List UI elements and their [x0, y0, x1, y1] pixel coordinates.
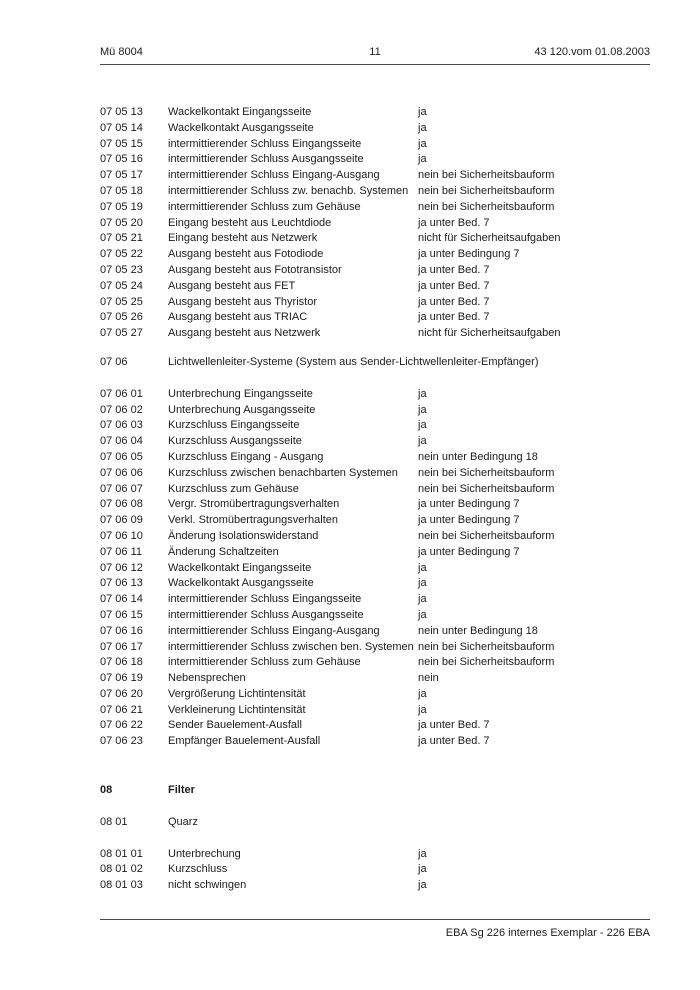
- row-label: Ausgang besteht aus Fotodiode: [168, 248, 324, 261]
- row-value: nein bei Sicherheitsbauform: [418, 529, 555, 542]
- row-value: ja: [418, 137, 427, 150]
- table-row: [100, 168, 650, 184]
- row-label: Änderung Isolationswiderstand: [168, 529, 319, 542]
- row-value: ja: [418, 863, 427, 876]
- row-label: intermittierender Schluss Ausgangsseite: [168, 153, 364, 166]
- row-code: 07 06 09: [100, 514, 143, 527]
- header-page-number: 11: [369, 46, 381, 58]
- table-row: [100, 718, 650, 734]
- row-label: Wackelkontakt Eingangsseite: [168, 561, 312, 574]
- row-value: ja unter Bed. 7: [418, 735, 490, 748]
- table-row: [100, 513, 650, 529]
- row-code: 07 06 11: [100, 545, 143, 558]
- row-value: nein: [418, 672, 439, 685]
- table-row: [100, 137, 650, 153]
- row-value: nicht für Sicherheitsaufgaben: [418, 327, 561, 340]
- row-code: 07 05 15: [100, 137, 143, 150]
- table-row: [100, 121, 650, 137]
- row-code: 07 06 01: [100, 387, 143, 400]
- row-value: ja unter Bed. 7: [418, 311, 490, 324]
- table-row: [100, 450, 650, 466]
- row-label: Lichtwellenleiter-Systeme (System aus Sender-Lichtwellenleiter-Empfänger): [168, 355, 539, 368]
- row-code: 07 06 10: [100, 529, 143, 542]
- row-code: 07 06 19: [100, 672, 143, 685]
- row-spacer: [100, 799, 650, 815]
- row-label: Vergrößerung Lichtintensität: [168, 687, 306, 700]
- row-label: intermittierender Schluss Eingang-Ausgang: [168, 169, 380, 182]
- row-code: 07 05 25: [100, 295, 143, 308]
- row-code: 07 05 23: [100, 263, 143, 276]
- row-code: 07 05 18: [100, 184, 143, 197]
- row-code: 07 06 07: [100, 482, 143, 495]
- table-row: [100, 295, 650, 311]
- row-code: 07 06 12: [100, 561, 143, 574]
- row-label: intermittierender Schluss Eingangsseite: [168, 593, 362, 606]
- row-label: Unterbrechung: [168, 847, 241, 860]
- row-label: Eingang besteht aus Netzwerk: [168, 232, 318, 245]
- row-value: ja unter Bed. 7: [418, 279, 490, 292]
- page-header: [100, 46, 650, 58]
- row-value: ja: [418, 106, 427, 118]
- row-label: Kurzschluss zum Gehäuse: [168, 482, 299, 495]
- row-value: ja unter Bedingung 7: [418, 248, 520, 261]
- row-value: nein bei Sicherheitsbauform: [418, 200, 555, 213]
- table-row: [100, 497, 650, 513]
- row-code: 07 05 16: [100, 153, 143, 166]
- table-row: [100, 200, 650, 216]
- row-label: Kurzschluss Eingang - Ausgang: [168, 450, 324, 463]
- header-doc-id: Mü 8004: [100, 46, 143, 58]
- table-row: [100, 387, 650, 403]
- table-row: [100, 783, 650, 799]
- row-value: ja unter Bed. 7: [418, 216, 490, 229]
- page-footer: [100, 913, 650, 939]
- row-code: 07 06 06: [100, 466, 143, 479]
- table-row: [100, 671, 650, 687]
- row-label: intermittierender Schluss Eingangsseite: [168, 137, 362, 150]
- row-label: Eingang besteht aus Leuchtdiode: [168, 216, 332, 229]
- row-code: 07 05 26: [100, 311, 143, 324]
- row-code: 08 01 02: [100, 863, 143, 876]
- table-row: [100, 418, 650, 434]
- row-code: 07 05 17: [100, 169, 143, 182]
- row-spacer: [100, 371, 650, 387]
- table-row: [100, 608, 650, 624]
- row-code: 07 06 17: [100, 640, 143, 653]
- row-value: ja unter Bedingung 7: [418, 498, 520, 511]
- row-code: 07 05 22: [100, 248, 143, 261]
- row-spacer: [100, 342, 650, 355]
- row-spacer: [100, 750, 650, 783]
- table-row: [100, 216, 650, 232]
- row-code: 07 05 14: [100, 121, 143, 134]
- row-code: 07 06 15: [100, 608, 143, 621]
- row-value: ja: [418, 577, 427, 590]
- row-code: 07 06 18: [100, 656, 143, 669]
- table-row: [100, 561, 650, 577]
- row-value: ja unter Bed. 7: [418, 295, 490, 308]
- table-row: [100, 434, 650, 450]
- row-code: 07 05 13: [100, 106, 143, 118]
- row-label: Filter: [168, 784, 195, 797]
- row-value: ja: [418, 153, 427, 166]
- table-row: [100, 847, 650, 863]
- row-value: nein bei Sicherheitsbauform: [418, 466, 555, 479]
- table-row: [100, 624, 650, 640]
- table-row: [100, 326, 650, 342]
- row-code: 08 01: [100, 815, 128, 828]
- row-value: ja: [418, 703, 427, 716]
- row-code: 07 06 05: [100, 450, 143, 463]
- row-label: Wackelkontakt Ausgangsseite: [168, 121, 314, 134]
- row-code: 07 06 08: [100, 498, 143, 511]
- row-value: ja: [418, 121, 427, 134]
- row-label: Unterbrechung Ausgangsseite: [168, 403, 316, 416]
- row-label: Ausgang besteht aus TRIAC: [168, 311, 308, 324]
- table-row: [100, 862, 650, 878]
- row-label: Unterbrechung Eingangsseite: [168, 387, 313, 400]
- row-label: Kurzschluss zwischen benachbarten Systemen: [168, 466, 398, 479]
- footer-divider: [100, 919, 650, 920]
- table-row: [100, 403, 650, 419]
- row-spacer: [100, 831, 650, 847]
- row-label: Kurzschluss: [168, 863, 228, 876]
- row-code: 08 01 01: [100, 847, 143, 860]
- row-code: 07 06 04: [100, 435, 143, 448]
- row-value: ja: [418, 847, 427, 860]
- row-label: intermittierender Schluss zum Gehäuse: [168, 200, 361, 213]
- row-label: Wackelkontakt Eingangsseite: [168, 106, 312, 118]
- row-label: Kurzschluss Eingangsseite: [168, 419, 300, 432]
- row-label: Empfänger Bauelement-Ausfall: [168, 735, 321, 748]
- table-row: [100, 815, 650, 831]
- row-label: Ausgang besteht aus Netzwerk: [168, 327, 321, 340]
- row-code: 07 06: [100, 355, 128, 368]
- table-row: [100, 734, 650, 750]
- table-row: [100, 279, 650, 295]
- table-row: [100, 466, 650, 482]
- row-code: 07 06 23: [100, 735, 143, 748]
- row-label: intermittierender Schluss Ausgangsseite: [168, 608, 364, 621]
- row-label: Verkleinerung Lichtintensität: [168, 703, 306, 716]
- row-value: ja: [418, 687, 427, 700]
- row-label: intermittierender Schluss zwischen ben. Systemen: [168, 640, 414, 653]
- row-value: ja unter Bed. 7: [418, 719, 490, 732]
- row-code: 07 06 16: [100, 624, 143, 637]
- row-value: ja unter Bed. 7: [418, 263, 490, 276]
- footer-text: EBA Sg 226 internes Exemplar - 226 EBA: [445, 927, 650, 939]
- row-value: ja: [418, 561, 427, 574]
- row-label: Ausgang besteht aus Fototransistor: [168, 263, 342, 276]
- row-code: 07 06 22: [100, 719, 143, 732]
- row-label: Verkl. Stromübertragungsverhalten: [168, 514, 338, 527]
- row-value: ja: [418, 593, 427, 606]
- row-code: 07 05 27: [100, 327, 143, 340]
- row-code: 07 06 03: [100, 419, 143, 432]
- row-code: 07 06 02: [100, 403, 143, 416]
- table-row: [100, 263, 650, 279]
- table-body: [100, 105, 650, 894]
- table-row: [100, 529, 650, 545]
- row-value: nein bei Sicherheitsbauform: [418, 169, 555, 182]
- row-value: nein unter Bedingung 18: [418, 450, 538, 463]
- row-value: ja unter Bedingung 7: [418, 545, 520, 558]
- table-row: [100, 703, 650, 719]
- row-value: nein bei Sicherheitsbauform: [418, 640, 555, 653]
- table-row: [100, 231, 650, 247]
- row-value: nein unter Bedingung 18: [418, 624, 538, 637]
- row-code: 07 05 20: [100, 216, 143, 229]
- row-value: ja: [418, 419, 427, 432]
- table-row: [100, 310, 650, 326]
- row-code: 08 01 03: [100, 879, 143, 892]
- row-code: 07 06 21: [100, 703, 143, 716]
- row-label: Wackelkontakt Ausgangsseite: [168, 577, 314, 590]
- header-doc-ref: 43 120.vom 01.08.2003: [534, 46, 650, 58]
- table-row: [100, 640, 650, 656]
- row-code: 07 05 24: [100, 279, 143, 292]
- row-label: Nebensprechen: [168, 672, 246, 685]
- row-value: ja: [418, 403, 427, 416]
- row-label: Änderung Schaltzeiten: [168, 545, 279, 558]
- row-code: 07 05 19: [100, 200, 143, 213]
- row-label: intermittierender Schluss zw. benachb. Systemen: [168, 184, 409, 197]
- table-row: [100, 576, 650, 592]
- table-row: [100, 105, 650, 121]
- table-row: [100, 184, 650, 200]
- row-code: 07 05 21: [100, 232, 143, 245]
- table-row: [100, 592, 650, 608]
- row-label: intermittierender Schluss Eingang-Ausgang: [168, 624, 380, 637]
- table-row: [100, 152, 650, 168]
- table-row: [100, 482, 650, 498]
- row-code: 08: [100, 784, 113, 797]
- row-code: 07 06 20: [100, 687, 143, 700]
- table-row: [100, 687, 650, 703]
- row-value: nein bei Sicherheitsbauform: [418, 656, 555, 669]
- row-label: Sender Bauelement-Ausfall: [168, 719, 302, 732]
- row-value: ja: [418, 608, 427, 621]
- row-value: nicht für Sicherheitsaufgaben: [418, 232, 561, 245]
- row-value: ja: [418, 435, 427, 448]
- row-label: Kurzschluss Ausgangsseite: [168, 435, 302, 448]
- table-row: [100, 247, 650, 263]
- row-value: nein bei Sicherheitsbauform: [418, 482, 555, 495]
- table-row: [100, 655, 650, 671]
- row-value: nein bei Sicherheitsbauform: [418, 184, 555, 197]
- row-value: ja: [418, 387, 427, 400]
- table-row: [100, 545, 650, 561]
- row-label: nicht schwingen: [168, 879, 247, 892]
- table-row: [100, 878, 650, 894]
- header-divider: [100, 64, 650, 65]
- row-label: Quarz: [168, 815, 198, 828]
- table-row: [100, 355, 650, 371]
- row-label: Vergr. Stromübertragungsverhalten: [168, 498, 340, 511]
- row-value: ja: [418, 879, 427, 892]
- row-code: 07 06 13: [100, 577, 143, 590]
- row-label: Ausgang besteht aus FET: [168, 279, 296, 292]
- row-value: ja unter Bedingung 7: [418, 514, 520, 527]
- row-code: 07 06 14: [100, 593, 143, 606]
- row-label: Ausgang besteht aus Thyristor: [168, 295, 317, 308]
- row-label: intermittierender Schluss zum Gehäuse: [168, 656, 361, 669]
